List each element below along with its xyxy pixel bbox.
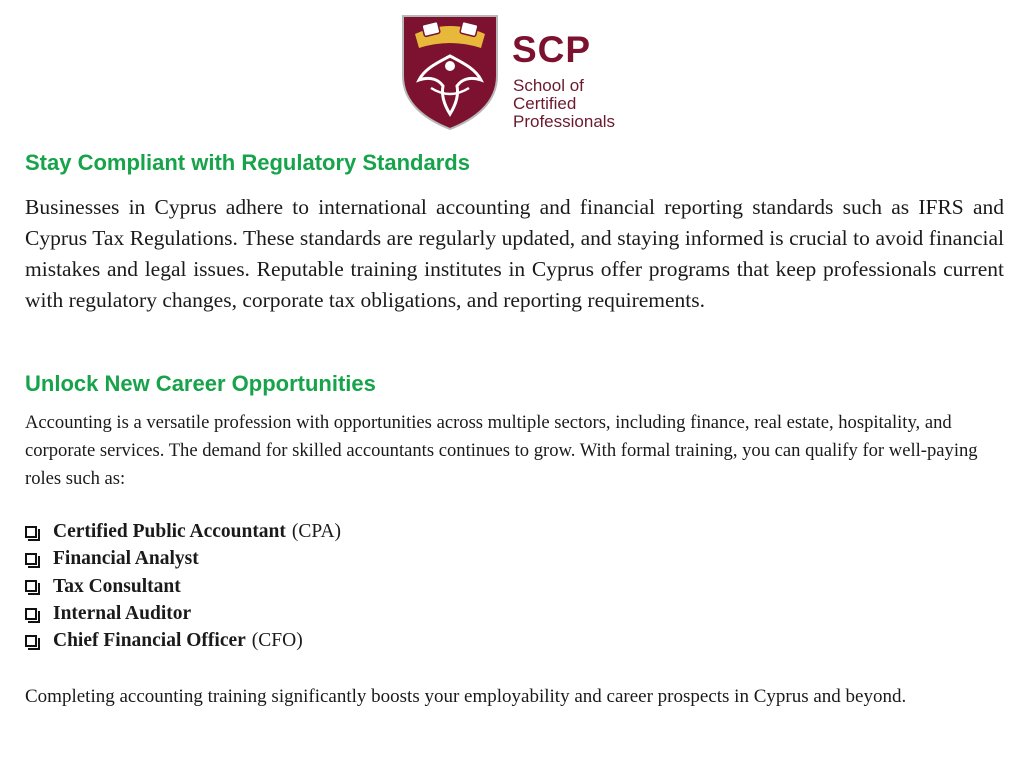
logo-text-line: Professionals <box>513 112 616 131</box>
career-paragraph: Accounting is a versatile profession with opportunities across multiple sectors, including finance, real estate, hospitality, and corporate services. The demand for skilled accountants continues to grow. With formal training, you can qualify for well-paying roles such as: <box>25 412 978 489</box>
role-list-item <box>25 545 341 572</box>
checkbox-bullet-icon <box>25 608 37 620</box>
shield-crest-icon <box>401 14 499 131</box>
checkbox-bullet-icon <box>25 580 37 592</box>
logo-abbreviation: SCP <box>512 29 592 70</box>
role-list-item <box>25 627 341 654</box>
role-name: Certified Public Accountant <box>53 521 286 542</box>
role-name: Internal Auditor <box>53 602 192 624</box>
role-abbreviation: (CPA) <box>291 521 342 542</box>
section-heading-career: Unlock New Career Opportunities <box>25 371 376 396</box>
role-name: Chief Financial Officer <box>53 630 246 652</box>
role-name: Tax Consultant <box>53 575 181 597</box>
scp-logo <box>401 14 631 134</box>
section-heading-compliance: Stay Compliant with Regulatory Standards <box>25 150 470 175</box>
role-name: Financial Analyst <box>53 548 199 570</box>
closing-paragraph: Completing accounting training significantly boosts your employability and career prospects in Cyprus and beyond. <box>25 686 907 707</box>
checkbox-bullet-icon <box>25 635 37 647</box>
role-list-item <box>25 573 341 600</box>
checkbox-bullet-icon <box>25 526 37 538</box>
logo-text-line: School of <box>513 76 584 95</box>
compliance-paragraph: Businesses in Cyprus adhere to international accounting and financial reporting standards such as IFRS and Cyprus Tax Regulations. These standards are regularly updated, and staying informed is crucial to avoid financial mistakes and legal issues. Reputable training institutes in Cyprus offer programs that keep professionals current with regulatory changes, corporate tax obligations, and reporting requirements. <box>25 195 1004 312</box>
role-abbreviation: (CFO) <box>251 630 303 652</box>
role-list-item <box>25 600 341 627</box>
logo-text-line: Certified <box>513 94 577 113</box>
career-roles-list <box>25 518 341 654</box>
checkbox-bullet-icon <box>25 553 37 565</box>
role-list-item <box>25 518 341 545</box>
